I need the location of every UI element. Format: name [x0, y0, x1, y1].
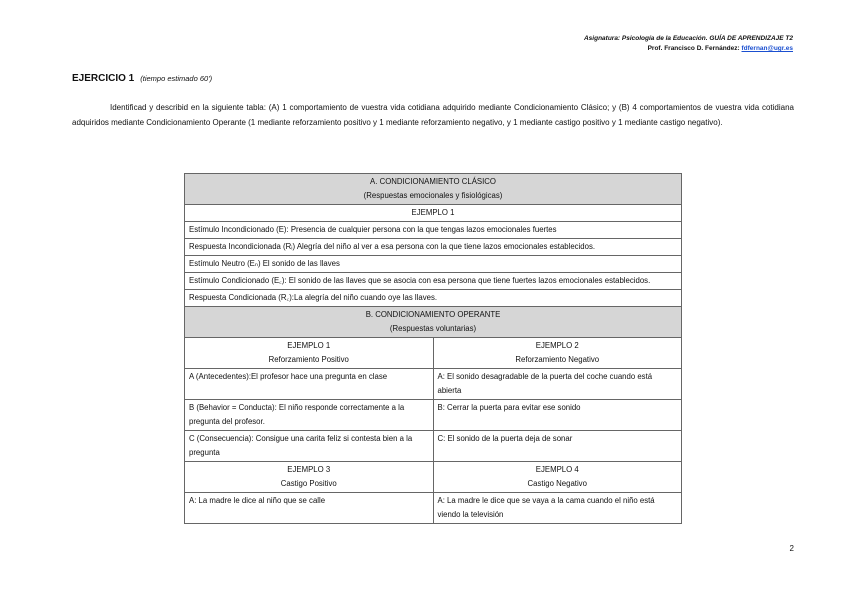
document-header — [584, 34, 793, 54]
example-3-type: Castigo Positivo — [280, 479, 337, 488]
operant-example-3-header — [185, 462, 434, 493]
operant-subtitle: (Respuestas voluntarias) — [389, 324, 477, 333]
page-number: 2 — [789, 544, 794, 553]
example-1-type: Reforzamiento Positivo — [268, 355, 349, 364]
subject-line — [584, 34, 793, 44]
example-2-antecedent: A: El sonido desagradable de la puerta del coche cuando está abierta — [433, 369, 682, 400]
example-4-antecedent: A: La madre le dice que se vaya a la cama cuando el niño está viendo la televisión — [433, 493, 682, 524]
subject-prefix: Asignatura: Psicología de la Educación. — [583, 35, 708, 42]
operant-example-2-header — [433, 338, 682, 369]
example-2-label: EJEMPLO 2 — [535, 341, 579, 350]
classical-row-unconditioned-stimulus: Estímulo Incondicionado (E): Presencia de cualquier persona con la que tengas lazos emocionales fuertes — [185, 222, 682, 239]
example-2-type: Reforzamiento Negativo — [515, 355, 600, 364]
example-3-label: EJEMPLO 3 — [287, 465, 331, 474]
classical-subtitle: (Respuestas emocionales y fisiológicas) — [363, 191, 503, 200]
operant-example-1-header — [185, 338, 434, 369]
classical-row-conditioned-response: Respuesta Condicionada (R꜀):La alegría del niño cuando oye las llaves. — [185, 290, 682, 307]
classical-row-unconditioned-response: Respuesta Incondicionada (Rᵢ) Alegría del niño al ver a esa persona con la que tiene lazos emocionales establecidos. — [185, 239, 682, 256]
classical-section-header — [185, 174, 682, 205]
example-2-behavior: B: Cerrar la puerta para evitar ese sonido — [433, 400, 682, 431]
exercise-title — [72, 73, 212, 84]
professor-label: Prof. Francisco D. Fernández: — [647, 45, 740, 52]
classical-row-neutral-stimulus: Estímulo Neutro (Eₙ) El sonido de las llaves — [185, 256, 682, 273]
operant-title: B. CONDICIONAMIENTO OPERANTE — [365, 310, 501, 319]
email-link[interactable]: fdfernan@ugr.es — [741, 45, 793, 52]
exercise-title-text: EJERCICIO 1 — [72, 73, 135, 84]
example-1-consequence: C (Consecuencia): Consigue una carita feliz si contesta bien a la pregunta — [185, 431, 434, 462]
example-3-antecedent: A: La madre le dice al niño que se calle — [185, 493, 434, 524]
subject-title: GUÍA DE APRENDIZAJE T2 — [709, 35, 793, 42]
professor-line — [584, 44, 793, 54]
exercise-instructions: Identificad y describid en la siguiente tabla: (A) 1 comportamiento de vuestra vida cotidiana adquirido mediante Condicionamiento Clásico; y (B) 4 comportamientos de vuestra vida cotidiana adquiridos mediante Condicionamiento Operante (1 mediante reforzamiento positivo y 1 mediante reforzamiento negativo, y 1 mediante castigo positivo y 1 mediante castigo negativo). — [72, 103, 794, 127]
example-1-antecedent: A (Antecedentes):El profesor hace una pregunta en clase — [185, 369, 434, 400]
conditioning-table — [184, 173, 682, 524]
operant-example-4-header — [433, 462, 682, 493]
example-2-consequence: C: El sonido de la puerta deja de sonar — [433, 431, 682, 462]
exercise-time: (tiempo estimado 60') — [140, 74, 213, 83]
operant-section-header — [185, 307, 682, 338]
classical-title: A. CONDICIONAMIENTO CLÁSICO — [370, 177, 496, 186]
classical-example-label: EJEMPLO 1 — [185, 205, 682, 222]
example-1-label: EJEMPLO 1 — [287, 341, 331, 350]
classical-row-conditioned-stimulus: Estímulo Condicionado (E꜀): El sonido de las llaves que se asocia con esa persona que tiene fuertes lazos emocionales establecidos. — [185, 273, 682, 290]
example-4-label: EJEMPLO 4 — [535, 465, 579, 474]
example-1-behavior: B (Behavior = Conducta): El niño responde correctamente a la pregunta del profesor. — [185, 400, 434, 431]
example-4-type: Castigo Negativo — [527, 479, 587, 488]
